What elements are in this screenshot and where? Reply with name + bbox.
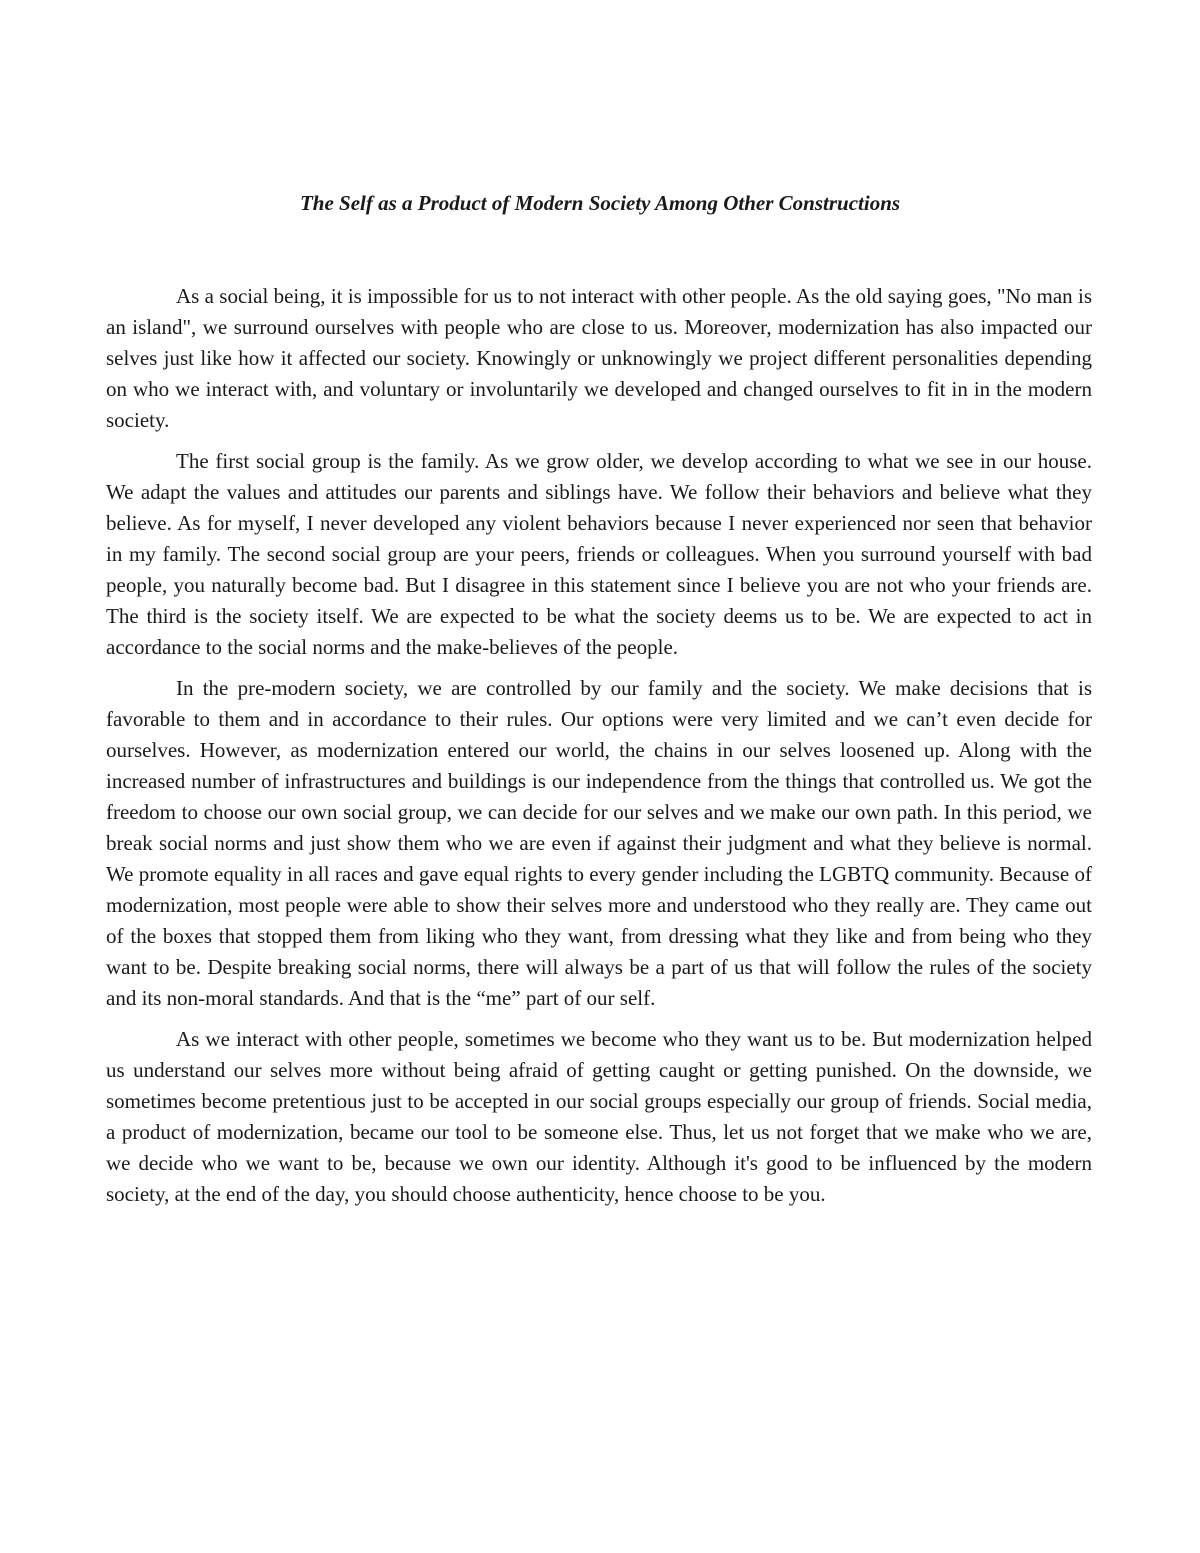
- paragraph-4: As we interact with other people, sometimes we become who they want us to be. But modernization helped us understand our selves more without being afraid of getting caught or getting punished. On the downside, we sometimes become pretentious just to be accepted in our social groups especially our group of friends. Social media, a product of modernization, became our tool to be someone else. Thus, let us not forget that we make who we are, we decide who we want to be, because we own our identity. Although it's good to be influenced by the modern society, at the end of the day, you should choose authenticity, hence choose to be you.: [106, 1027, 1092, 1206]
- document-body: [106, 281, 1092, 1220]
- paragraph-2: The first social group is the family. As we grow older, we develop according to what we see in our house. We adapt the values and attitudes our parents and siblings have. We follow their behaviors and believe what they believe. As for myself, I never developed any violent behaviors because I never experienced nor seen that behavior in my family. The second social group are your peers, friends or colleagues. When you surround yourself with bad people, you naturally become bad. But I disagree in this statement since I believe you are not who your friends are. The third is the society itself. We are expected to be what the society deems us to be. We are expected to act in accordance to the social norms and the make-believes of the people.: [106, 449, 1092, 659]
- paragraph-1: As a social being, it is impossible for us to not interact with other people. As the old saying goes, "No man is an island", we surround ourselves with people who are close to us. Moreover, modernization has also impacted our selves just like how it affected our society. Knowingly or unknowingly we project different personalities depending on who we interact with, and voluntary or involuntarily we developed and changed ourselves to fit in in the modern society.: [106, 284, 1092, 432]
- paragraph-3: In the pre-modern society, we are controlled by our family and the society. We make decisions that is favorable to them and in accordance to their rules. Our options were very limited and we can’t even decide for ourselves. However, as modernization entered our world, the chains in our selves loosened up. Along with the increased number of infrastructures and buildings is our independence from the things that controlled us. We got the freedom to choose our own social group, we can decide for our selves and we make our own path. In this period, we break social norms and just show them who we are even if against their judgment and what they believe is normal. We promote equality in all races and gave equal rights to every gender including the LGBTQ community. Because of modernization, most people were able to show their selves more and understood who they really are. They came out of the boxes that stopped them from liking who they want, from dressing what they like and from being who they want to be. Despite breaking social norms, there will always be a part of us that will follow the rules of the society and its non-moral standards. And that is the “me” part of our self.: [106, 676, 1092, 1010]
- document-title: The Self as a Product of Modern Society Among Other Constructions: [299, 191, 901, 215]
